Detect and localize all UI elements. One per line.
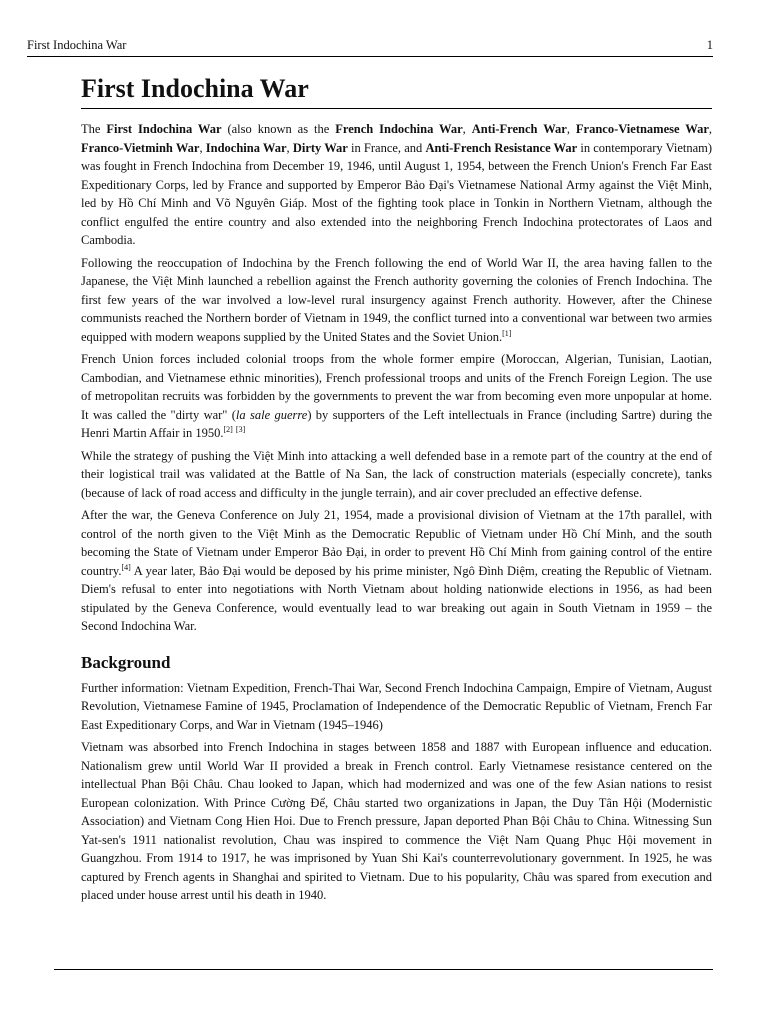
bold-term: French Indochina War	[335, 122, 463, 136]
reoccupation-paragraph: Following the reoccupation of Indochina by the French following the end of World War II, the area having fallen to the Japanese, the Việt Minh launched a rebellion against the French authority governing the colonies of French Indochina. The first few years of the war involved a low-level rural insurgency against French authority. However, after the Chinese communists reached the Northern border of Vietnam in 1949, the conflict turned into a conventional war between two armies equipped with modern weapons supplied by the United States and the Soviet Union.[1]	[81, 255, 712, 344]
header-rule	[27, 56, 713, 57]
intro-paragraph: The First Indochina War (also known as the French Indochina War, Anti-French War, Franco-Vietnamese War, Franco-Vietminh War, Indochina War, Dirty War in France, and Anti-French Resistance War in contemporary Vietnam) was fought in French Indochina from December 19, 1946, until August 1, 1954, between the French Union's French Far East Expeditionary Corps, led by France and supported by Emperor Bảo Đại's Vietnamese National Army against the Việt Minh, led by Hồ Chí Minh and Võ Nguyên Giáp. Most of the fighting took place in Tonkin in Northern Vietnam, although the conflict engulfed the entire country and also extended into the neighboring French Indochina protectorates of Laos and Cambodia.	[81, 122, 713, 247]
italic-term: la sale guerre	[235, 407, 308, 422]
article-body	[81, 72, 712, 905]
background-paragraph: Vietnam was absorbed into French Indochina in stages between 1858 and 1887 with European influence and education. Nationalism grew until World War II provided a break in French control. Early Vietnamese resistance centered on the intellectual Phan Bội Châu. Chau looked to Japan, which had modernized and was one of the few Asian nations to resist European colonization. With Prince Cường Để, Châu started two organizations in Japan, the Duy Tân Hội (Modernistic Association) and Vietnam Cong Hien Hoi. Due to French pressure, Japan deported Phan Bội Châu to China. Witnessing Sun Yat-sen's 1911 nationalist revolution, Chau was inspired to commence the Việt Nam Quang Phục Hội movement in Guangzhou. From 1914 to 1917, he was imprisoned by Yuan Shi Kai's counterrevolutionary government. In 1925, he was captured by French agents in Shanghai and spirited to Vietnam. Due to his popularity, Châu was spared from execution and placed under house arrest until his death in 1940.	[81, 740, 712, 902]
bold-term: Anti-French Resistance War	[425, 140, 578, 155]
further-information-note[interactable]: Further information: Vietnam Expedition, French-Thai War, Second French Indochina Campaign, Empire of Vietnam, August Revolution, Vietnamese Famine of 1945, Proclamation of Independence of the Democratic Republic of Vietnam, French Far East Expeditionary Corps, and War in Vietnam (1945–1946)	[81, 680, 712, 732]
article-title: First Indochina War	[81, 72, 712, 109]
footer-rule	[54, 969, 713, 970]
bold-term: First Indochina War	[106, 122, 222, 136]
section-heading-background: Background	[81, 652, 171, 672]
strategy-paragraph: While the strategy of pushing the Việt Minh into attacking a well defended base in a remote part of the country at the end of their logistical trail was validated at the Battle of Na San, the lack of construction materials (especially concrete), tanks (because of lack of road access and difficulty in the jungle terrain), and air cover precluded an effective defense.	[81, 448, 712, 500]
bold-term: Anti-French War	[471, 122, 567, 136]
bold-term: Franco-Vietminh War	[81, 140, 200, 155]
french-union-paragraph: French Union forces included colonial troops from the whole former empire (Moroccan, Algerian, Tunisian, Laotian, Cambodian, and Vietnamese ethnic minorities), French professional troops and units of the French Foreign Legion. The use of metropolitan recruits was forbidden by the governments to prevent the war from becoming even more unpopular at home. It was called the "dirty war" (la sale guerre) by supporters of the Left intellectuals in France (including Sartre) during the Henri Martin Affair in 1950.[2] [3]	[81, 352, 712, 440]
citation-2[interactable]: [2]	[223, 425, 233, 434]
bold-term: Dirty War	[292, 140, 348, 155]
bold-term: Indochina War	[205, 140, 287, 155]
running-title: First Indochina War	[27, 38, 127, 52]
page-number: 1	[706, 38, 713, 52]
bold-term: Franco-Vietnamese War	[575, 122, 709, 136]
citation-4[interactable]: [4]	[121, 562, 131, 572]
page-header	[27, 36, 713, 54]
citation-3[interactable]: [3]	[235, 425, 246, 434]
citation-1[interactable]: [1]	[502, 328, 512, 338]
geneva-paragraph: After the war, the Geneva Conference on July 21, 1954, made a provisional division of Vietnam at the 17th parallel, with control of the north given to the Việt Minh as the Democratic Republic of Vietnam under Hồ Chí Minh, and the south becoming the State of Vietnam under Emperor Bảo Đại, in order to prevent Hồ Chí Minh from gaining control of the entire country.[4] A year later, Bảo Đại would be deposed by his prime minister, Ngô Đình Diệm, creating the Republic of Vietnam. Diem's refusal to enter into negotiations with North Vietnam about holding nationwide elections in 1956, as had been stipulated by the Geneva Conference, would eventually lead to war breaking out again in South Vietnam in 1959 – the Second Indochina War.	[81, 508, 712, 633]
